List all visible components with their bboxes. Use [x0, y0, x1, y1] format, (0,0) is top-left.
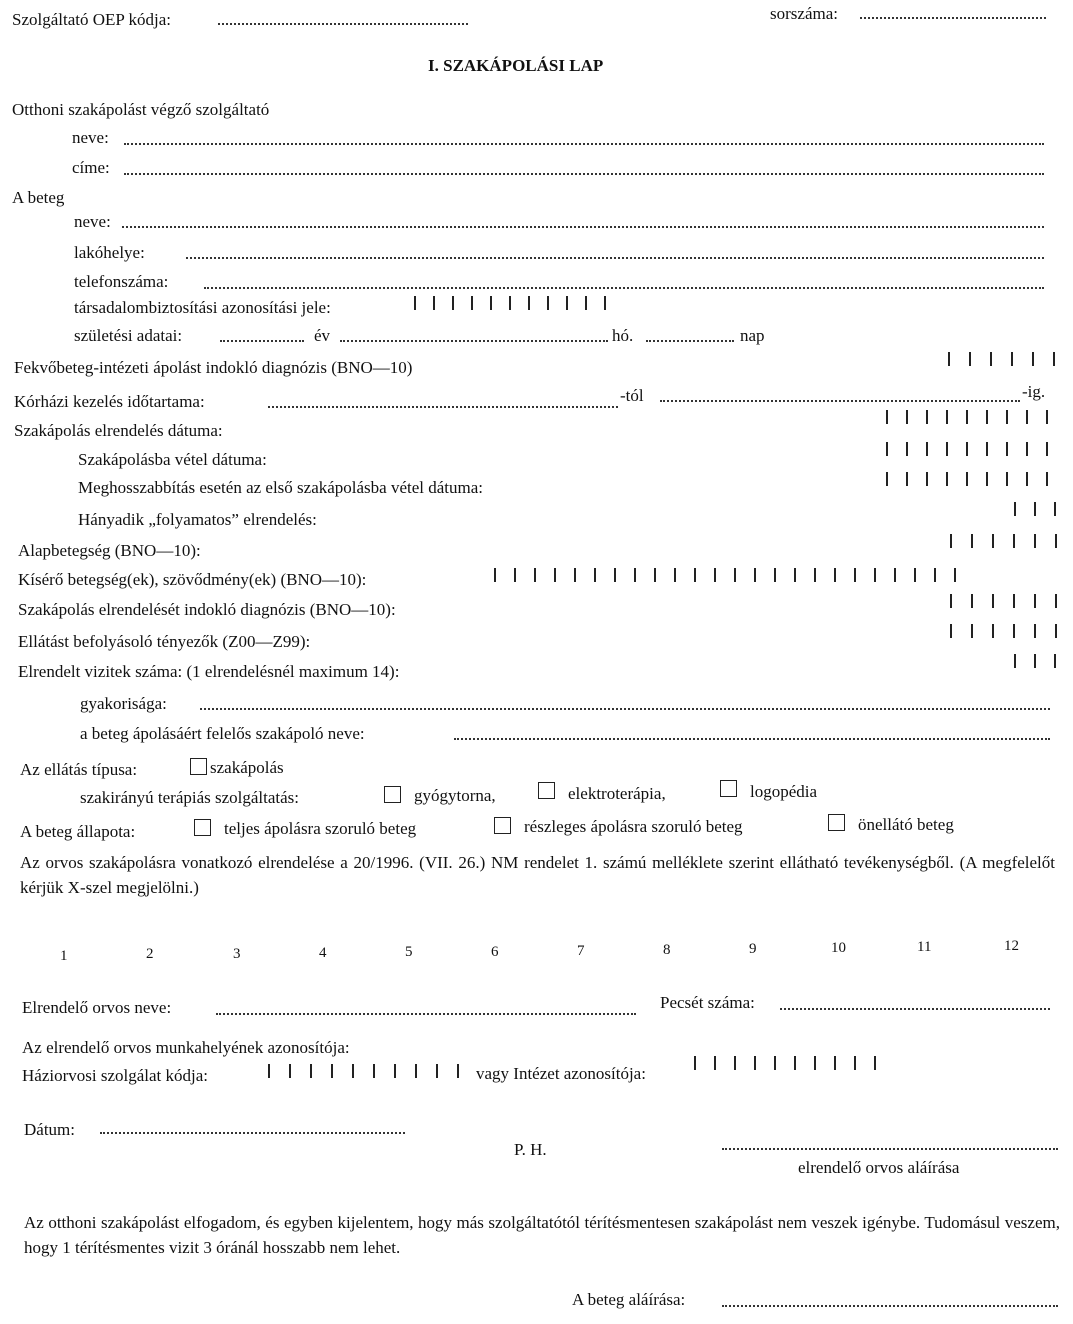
patient-phone-label: telefonszáma:	[74, 272, 169, 291]
care-type-label: Az ellátás típusa:	[20, 760, 138, 779]
provider-code-field[interactable]	[218, 23, 468, 25]
electro-checkbox[interactable]	[538, 782, 555, 799]
activity-number[interactable]: 8	[663, 942, 671, 958]
activity-number[interactable]: 3	[233, 946, 241, 962]
provider-section-label: Otthoni szakápolást végző szolgáltató	[12, 100, 270, 119]
self-care-checkbox[interactable]	[828, 814, 845, 831]
stamp-label: Pecsét száma:	[660, 993, 755, 1012]
patient-residence-label: lakóhelye:	[74, 243, 145, 262]
patient-residence-field[interactable]	[186, 257, 1044, 259]
self-care-option-label: önellátó beteg	[858, 815, 954, 834]
activity-number[interactable]: 12	[1004, 938, 1019, 954]
patient-state-label: A beteg állapota:	[20, 822, 136, 841]
doctor-signature-label: elrendelő orvos aláírása	[798, 1158, 960, 1177]
full-care-checkbox[interactable]	[194, 819, 211, 836]
birth-month-label: hó.	[612, 326, 634, 345]
gp-code-boxes[interactable]	[268, 1064, 459, 1078]
nursing-option-label: szakápolás	[210, 758, 284, 777]
consent-statement: Az otthoni szakápolást elfogadom, és egyben kijelentem, hogy más szolgáltatótól térítésmentesen szakápolást nem veszek igénybe. Tudomásul veszem, hogy 1 térítésmentes vizit 3 óránál hosszabb nem lehet.	[24, 1213, 1060, 1257]
activity-number[interactable]: 4	[319, 945, 327, 961]
comorbidity-boxes[interactable]	[494, 568, 956, 582]
patient-ssn-label: társadalombiztosítási azonosítási jele:	[74, 298, 331, 317]
provider-name-label: neve:	[72, 128, 109, 147]
continuous-order-label: Hányadik „folyamatos” elrendelés:	[78, 510, 317, 529]
physio-checkbox[interactable]	[384, 786, 401, 803]
doctor-name-label: Elrendelő orvos neve:	[22, 998, 172, 1017]
full-care-option-label: teljes ápolásra szoruló beteg	[224, 819, 417, 838]
order-date-boxes[interactable]	[886, 410, 1048, 424]
birth-year-field[interactable]	[220, 340, 304, 342]
activity-number[interactable]: 9	[749, 941, 757, 957]
logo-checkbox[interactable]	[720, 780, 737, 797]
provider-code-label: Szolgáltató OEP kódja:	[12, 10, 171, 29]
inpatient-diagnosis-boxes[interactable]	[948, 352, 1055, 366]
frequency-field[interactable]	[200, 708, 1050, 710]
order-diagnosis-label: Szakápolás elrendelését indokló diagnózis (BNO—10):	[18, 600, 396, 619]
activity-number[interactable]: 7	[577, 943, 585, 959]
patient-section-label: A beteg	[12, 188, 65, 207]
extension-date-label: Meghosszabbítás esetén az első szakápolásba vétel dátuma:	[78, 478, 484, 497]
responsible-nurse-label: a beteg ápolásáért felelős szakápoló neve:	[80, 724, 365, 743]
influencing-factors-label: Ellátást befolyásoló tényezők (Z00—Z99):	[18, 632, 311, 651]
nursing-checkbox[interactable]	[190, 758, 207, 775]
activity-number[interactable]: 2	[146, 946, 154, 962]
therapy-label: szakirányú terápiás szolgáltatás:	[80, 788, 300, 807]
activity-number[interactable]: 11	[917, 939, 932, 955]
order-diagnosis-boxes[interactable]	[950, 594, 1057, 608]
date-label: Dátum:	[24, 1120, 75, 1139]
intake-date-boxes[interactable]	[886, 442, 1048, 456]
influencing-factors-boxes[interactable]	[950, 624, 1057, 638]
institute-boxes[interactable]	[694, 1056, 876, 1070]
provider-name-field[interactable]	[124, 143, 1044, 145]
patient-phone-field[interactable]	[204, 287, 1044, 289]
hospital-to-field[interactable]	[660, 400, 1020, 402]
hospital-from-field[interactable]	[268, 406, 618, 408]
continuous-order-boxes[interactable]	[1014, 502, 1056, 516]
partial-care-checkbox[interactable]	[494, 817, 511, 834]
provider-address-label: címe:	[72, 158, 110, 177]
provider-address-field[interactable]	[124, 173, 1044, 175]
extension-date-boxes[interactable]	[886, 472, 1048, 486]
activity-number[interactable]: 10	[831, 940, 846, 956]
doctor-name-field[interactable]	[216, 1013, 636, 1015]
inpatient-diagnosis-label: Fekvőbeteg-intézeti ápolást indokló diagnózis (BNO—10)	[14, 358, 413, 377]
patient-signature-field[interactable]	[722, 1305, 1058, 1307]
stamp-field[interactable]	[780, 1008, 1050, 1010]
date-field[interactable]	[100, 1132, 405, 1134]
logo-option-label: logopédia	[750, 782, 818, 801]
physio-option-label: gyógytorna,	[414, 786, 496, 805]
activity-number[interactable]: 5	[405, 944, 413, 960]
birth-day-field[interactable]	[646, 340, 734, 342]
electro-option-label: elektroterápia,	[568, 784, 666, 803]
patient-name-field[interactable]	[122, 226, 1044, 228]
ssn-boxes[interactable]	[414, 296, 606, 310]
visit-count-label: Elrendelt vizitek száma: (1 elrendelésnél maximum 14):	[18, 662, 400, 681]
birth-day-label: nap	[740, 326, 765, 345]
base-disease-boxes[interactable]	[950, 534, 1057, 548]
institute-label: vagy Intézet azonosítója:	[476, 1064, 646, 1083]
visit-count-boxes[interactable]	[1014, 654, 1056, 668]
doctor-signature-field[interactable]	[722, 1148, 1058, 1150]
ph-label: P. H.	[514, 1140, 547, 1159]
page-title: I. SZAKÁPOLÁSI LAP	[428, 56, 604, 75]
frequency-label: gyakorisága:	[80, 694, 167, 713]
activity-number[interactable]: 6	[491, 944, 499, 960]
hospital-period-label: Kórházi kezelés időtartama:	[14, 392, 205, 411]
gp-code-label: Háziorvosi szolgálat kódja:	[22, 1066, 209, 1085]
order-date-label: Szakápolás elrendelés dátuma:	[14, 421, 223, 440]
hospital-to-suffix: -ig.	[1022, 382, 1046, 401]
partial-care-option-label: részleges ápolásra szoruló beteg	[524, 817, 743, 836]
birth-month-field[interactable]	[340, 340, 608, 342]
patient-name-label: neve:	[74, 212, 111, 231]
workplace-label: Az elrendelő orvos munkahelyének azonosítója:	[22, 1038, 350, 1057]
birth-year-label: év	[314, 326, 331, 345]
serial-field[interactable]	[860, 17, 1046, 19]
responsible-nurse-field[interactable]	[454, 738, 1050, 740]
patient-birth-label: születési adatai:	[74, 326, 183, 345]
comorbidity-label: Kísérő betegség(ek), szövődmény(ek) (BNO—10):	[18, 570, 367, 589]
hospital-from-suffix: -tól	[620, 386, 644, 405]
intake-date-label: Szakápolásba vétel dátuma:	[78, 450, 267, 469]
order-instructions: Az orvos szakápolásra vonatkozó elrendelése a 20/1996. (VII. 26.) NM rendelet 1. számú melléklete szerint ellátható tevékenységből. (A megfelelőt kérjük X-szel megjelölni.)	[20, 853, 1055, 897]
activity-number[interactable]: 1	[60, 948, 68, 964]
base-disease-label: Alapbetegség (BNO—10):	[18, 541, 201, 560]
serial-label: sorszáma:	[770, 4, 838, 23]
patient-signature-label: A beteg aláírása:	[572, 1290, 686, 1309]
